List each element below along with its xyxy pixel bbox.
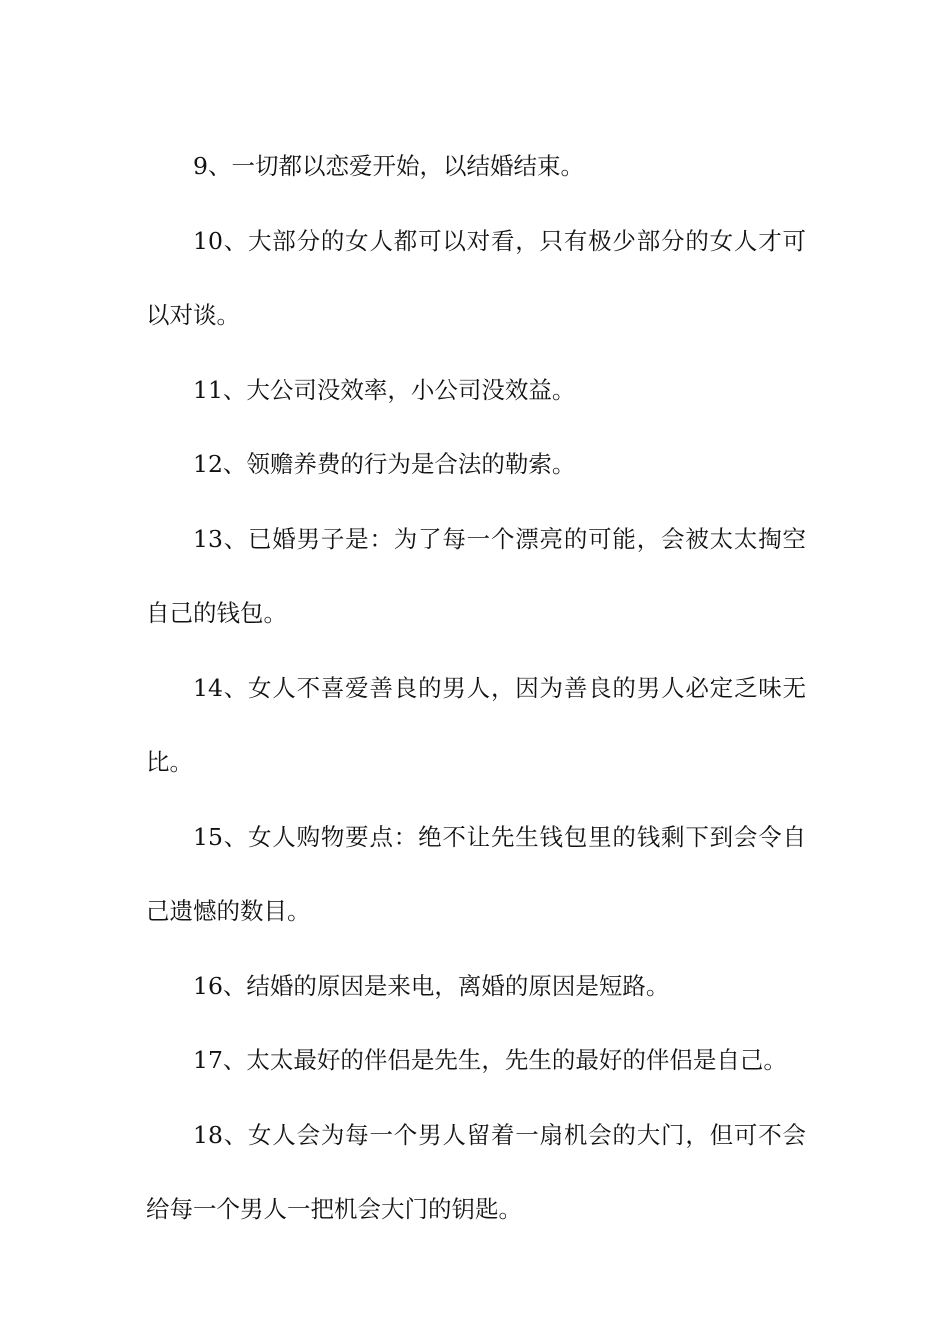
paragraph-12: 12、领赡养费的行为是合法的勒索。 [193,450,576,478]
paragraph-10: 10、大部分的女人都可以对看，只有极少部分的女人才可以对谈。 [146,226,806,329]
paragraph-15: 15、女人购物要点：绝不让先生钱包里的钱剩下到会令自己遗憾的数目。 [146,822,806,925]
paragraph-14: 14、女人不喜爱善良的男人，因为善良的男人必定乏味无比。 [146,673,806,776]
paragraph-11: 11、大公司没效率，小公司没效益。 [193,375,576,404]
paragraph-13: 13、已婚男子是：为了每一个漂亮的可能，会被太太掏空自己的钱包。 [146,524,806,627]
paragraph-16: 16、结婚的原因是来电，离婚的原因是短路。 [193,971,670,1000]
paragraph-18: 18、女人会为每一个男人留着一扇机会的大门，但可不会给每一个男人一把机会大门的钥匙。 [146,1120,806,1223]
paragraph-17: 17、太太最好的伴侣是先生，先生的最好的伴侣是自己。 [193,1046,787,1074]
document-body [146,129,806,1247]
paragraph-9: 9、一切都以恋爱开始，以结婚结束。 [193,152,584,180]
